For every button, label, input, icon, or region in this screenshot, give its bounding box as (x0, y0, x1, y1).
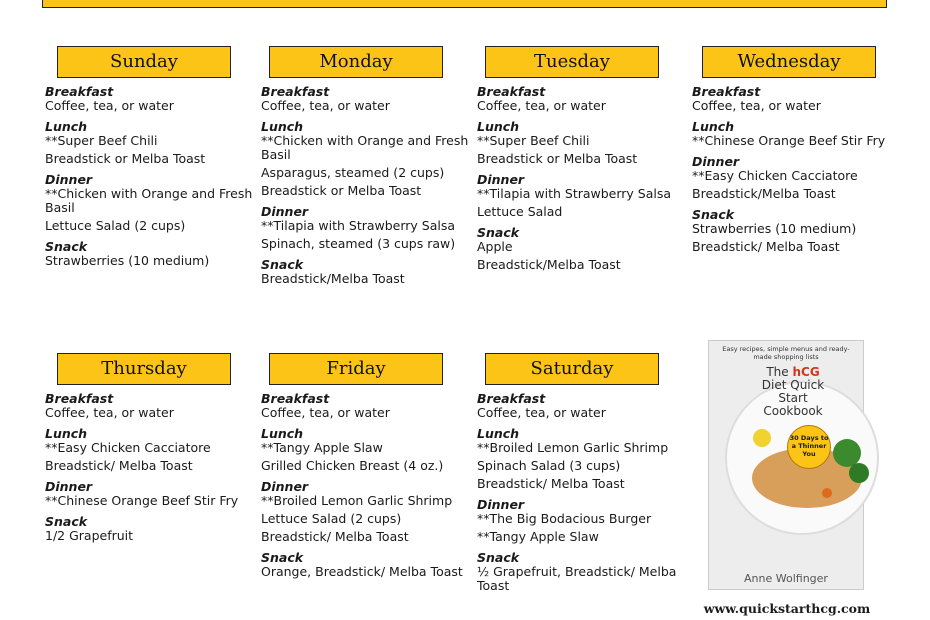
meal-title: Breakfast (477, 391, 546, 406)
cookbook-badge: 30 Days to a Thinner You (787, 425, 831, 469)
meal-title: Lunch (477, 119, 520, 134)
meal-item: Coffee, tea, or water (261, 98, 390, 113)
meal-item: **Chicken with Orange and Fresh Basil (261, 133, 469, 162)
meal-title: Breakfast (261, 84, 330, 99)
meal-item: **The Big Bodacious Burger (477, 511, 652, 526)
meal-lunch (477, 119, 687, 166)
meal-item: Lettuce Salad (2 cups) (261, 511, 402, 526)
meal-item: Breadstick/Melba Toast (261, 271, 405, 286)
cookbook-title (753, 366, 833, 418)
meal-item: Orange, Breadstick/ Melba Toast (261, 564, 463, 579)
meal-item: ½ Grapefruit, Breadstick/ Melba Toast (477, 564, 677, 593)
meal-list (45, 84, 255, 274)
meal-item: **Super Beef Chili (477, 133, 590, 148)
meal-item: Coffee, tea, or water (477, 405, 606, 420)
meal-title: Breakfast (692, 84, 761, 99)
meal-item: Breadstick or Melba Toast (45, 151, 206, 166)
meal-item: Spinach, steamed (3 cups raw) (261, 236, 456, 251)
meal-snack (692, 207, 902, 254)
meal-item: Coffee, tea, or water (261, 405, 390, 420)
day-header: Monday (269, 46, 443, 78)
meal-snack (45, 514, 255, 543)
meal-dinner (477, 497, 687, 544)
meal-title: Snack (692, 207, 735, 222)
meal-snack (261, 257, 471, 286)
meal-dinner (477, 172, 687, 219)
top-banner-bar (42, 0, 887, 8)
meal-item: Breadstick/Melba Toast (477, 257, 621, 272)
meal-breakfast (261, 84, 471, 113)
meal-item: Strawberries (10 medium) (45, 253, 210, 268)
meal-item: Apple (477, 239, 513, 254)
meal-item: Breadstick/Melba Toast (692, 186, 836, 201)
meal-item: Breadstick/ Melba Toast (261, 529, 409, 544)
meal-title: Lunch (45, 426, 88, 441)
meal-item: Lettuce Salad (477, 204, 563, 219)
meal-item: **Chicken with Orange and Fresh Basil (45, 186, 253, 215)
meal-title: Dinner (45, 479, 93, 494)
meal-item: **Easy Chicken Cacciatore (45, 440, 211, 455)
meal-snack (45, 239, 255, 268)
meal-list (45, 391, 255, 549)
meal-title: Dinner (45, 172, 93, 187)
meal-item: **Super Beef Chili (45, 133, 158, 148)
meal-breakfast (477, 84, 687, 113)
meal-breakfast (477, 391, 687, 420)
meal-title: Lunch (261, 426, 304, 441)
meal-item: 1/2 Grapefruit (45, 528, 134, 543)
meal-snack (477, 550, 687, 593)
meal-item: Coffee, tea, or water (477, 98, 606, 113)
meal-list (261, 391, 471, 585)
meal-item: **Tangy Apple Slaw (261, 440, 383, 455)
meal-dinner (45, 479, 255, 508)
meal-title: Lunch (45, 119, 88, 134)
meal-item: Coffee, tea, or water (692, 98, 821, 113)
meal-item: Breadstick or Melba Toast (261, 183, 422, 198)
meal-title: Dinner (477, 497, 525, 512)
meal-item: **Tilapia with Strawberry Salsa (477, 186, 672, 201)
meal-title: Snack (261, 550, 304, 565)
day-header: Sunday (57, 46, 231, 78)
meal-title: Dinner (477, 172, 525, 187)
meal-breakfast (261, 391, 471, 420)
meal-title: Snack (45, 239, 88, 254)
meal-title: Snack (45, 514, 88, 529)
day-header: Saturday (485, 353, 659, 385)
meal-item: **Easy Chicken Cacciatore (692, 168, 858, 183)
meal-breakfast (45, 391, 255, 420)
meal-item: Coffee, tea, or water (45, 405, 174, 420)
meal-item: **Broiled Lemon Garlic Shrimp (477, 440, 669, 455)
meal-item: **Chinese Orange Beef Stir Fry (45, 493, 239, 508)
meal-item: **Tangy Apple Slaw (477, 529, 599, 544)
meal-item: Grilled Chicken Breast (4 oz.) (261, 458, 444, 473)
meal-list (261, 84, 471, 292)
meal-item: **Broiled Lemon Garlic Shrimp (261, 493, 453, 508)
meal-dinner (261, 479, 471, 544)
meal-lunch (45, 426, 255, 473)
meal-title: Breakfast (261, 391, 330, 406)
meal-item: Breadstick or Melba Toast (477, 151, 638, 166)
title-post: Diet Quick Start Cookbook (761, 378, 825, 418)
meal-snack (261, 550, 471, 579)
day-header: Wednesday (702, 46, 876, 78)
meal-dinner (261, 204, 471, 251)
meal-lunch (261, 119, 471, 198)
meal-list (477, 391, 687, 599)
meal-dinner (692, 154, 902, 201)
meal-item: Strawberries (10 medium) (692, 221, 857, 236)
title-pre: The (766, 365, 789, 379)
meal-title: Breakfast (477, 84, 546, 99)
title-highlight: hCG (792, 365, 820, 379)
meal-snack (477, 225, 687, 272)
day-header: Tuesday (485, 46, 659, 78)
meal-item: Breadstick/ Melba Toast (45, 458, 193, 473)
meal-breakfast (45, 84, 255, 113)
meal-lunch (477, 426, 687, 491)
meal-title: Breakfast (45, 84, 114, 99)
meal-title: Lunch (477, 426, 520, 441)
meal-title: Lunch (261, 119, 304, 134)
meal-dinner (45, 172, 255, 233)
day-header: Thursday (57, 353, 231, 385)
meal-title: Lunch (692, 119, 735, 134)
meal-lunch (45, 119, 255, 166)
meal-title: Dinner (692, 154, 740, 169)
meal-item: Spinach Salad (3 cups) (477, 458, 621, 473)
meal-item: **Tilapia with Strawberry Salsa (261, 218, 456, 233)
meal-item: Asparagus, steamed (2 cups) (261, 165, 445, 180)
meal-title: Snack (261, 257, 304, 272)
meal-item: Lettuce Salad (2 cups) (45, 218, 186, 233)
meal-item: **Chinese Orange Beef Stir Fry (692, 133, 886, 148)
meal-title: Snack (477, 225, 520, 240)
website-link[interactable]: www.quickstarthcg.com (703, 601, 871, 616)
meal-list (477, 84, 687, 278)
meal-list (692, 84, 902, 260)
cookbook-author: Anne Wolfinger (744, 572, 828, 585)
meal-title: Breakfast (45, 391, 114, 406)
meal-title: Dinner (261, 479, 309, 494)
cookbook-subtitle: Easy recipes, simple menus and ready-made shopping lists (722, 345, 850, 361)
meal-lunch (692, 119, 902, 148)
meal-lunch (261, 426, 471, 473)
cookbook-cover (708, 340, 864, 590)
meal-breakfast (692, 84, 902, 113)
meal-item: Breadstick/ Melba Toast (692, 239, 840, 254)
meal-item: Coffee, tea, or water (45, 98, 174, 113)
meal-item: Breadstick/ Melba Toast (477, 476, 625, 491)
meal-title: Snack (477, 550, 520, 565)
day-header: Friday (269, 353, 443, 385)
meal-title: Dinner (261, 204, 309, 219)
